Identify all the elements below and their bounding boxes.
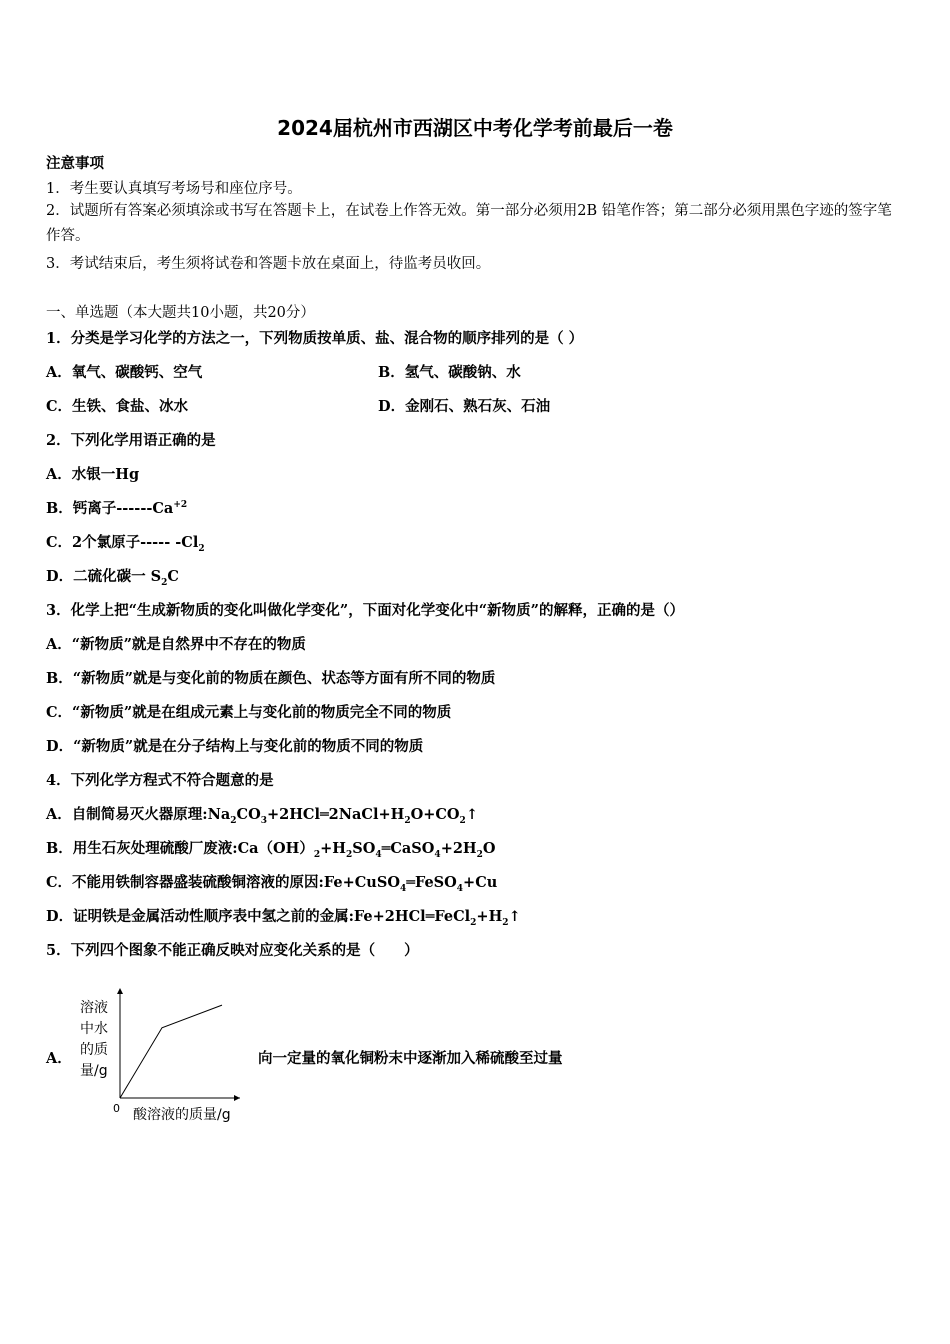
q1-option-a: A．氧气、碳酸钙、空气 [46,364,203,381]
q3-option-b: B．“新物质”就是与变化前的物质在颜色、状态等方面有所不同的物质 [46,670,496,687]
y-label-line-4: 量/g [80,1063,108,1079]
q5-option-a-description: 向一定量的氧化铜粉末中逐渐加入稀硫酸至过量 [258,1050,563,1067]
q4-option-a: A．自制简易灭火器原理$:Na_2CO_3+2HCl═2NaCl+H_2O+CO_2↑$ [46,806,478,826]
q2-option-d: D．二硫化碳一 $S_2C$ [46,568,179,588]
notice-item-1: 1．考生要认真填写考场号和座位序号。 [46,181,302,197]
page-title: 2024届杭州市西湖区中考化学考前最后一卷 [277,116,673,140]
series-line-water-mass [120,1005,222,1098]
q2-option-c: C．2个氯原子----- $-Cl_2$ [46,534,205,554]
section-heading: 一、单选题（本大题共10小题，共20分） [46,305,315,321]
x-axis-arrow [234,1095,240,1101]
q4-option-b: B．用生石灰处理硫酸厂废液$:Ca(OH)_2+H_2SO_4═CaSO_4+2H_2O$ [46,840,496,860]
y-label-line-3: 的质 [80,1042,108,1058]
q5-option-a-label: A． [46,1050,72,1067]
q1-option-c: C．生铁、食盐、冰水 [46,398,189,415]
q1-option-d: D．金刚石、熟石灰、石油 [378,398,551,415]
q5-stem: 5．下列四个图象不能正确反映对应变化关系的是（ ） [46,942,419,959]
notice-item-3: 3．考试结束后，考生须将试卷和答题卡放在桌面上，待监考员收回。 [46,256,491,272]
q2-stem: 2．下列化学用语正确的是 [46,432,216,449]
x-axis-label: 酸溶液的质量/g [133,1107,231,1123]
q4-option-c: C．不能用铁制容器盛装硫酸铜溶液的原因:Fe+CuSO$_4$═FeSO$_4$+Cu [46,874,498,894]
q1-stem: 1．分类是学习化学的方法之一，下列物质按单质、盐、混合物的顺序排列的是（ ） [46,330,584,347]
q3-stem: 3．化学上把“生成新物质的变化叫做化学变化”，下面对化学变化中“新物质”的解释，正确的是（） [46,602,684,619]
q3-option-a: A．“新物质”就是自然界中不存在的物质 [46,636,306,653]
q4-stem: 4．下列化学方程式不符合题意的是 [46,772,274,789]
y-label-line-2: 中水 [80,1021,108,1037]
q2-option-a: A．水银一Hg [46,466,140,483]
notice-heading: 注意事项 [46,155,104,172]
q3-option-d: D．“新物质”就是在分子结构上与变化前的物质不同的物质 [46,738,424,755]
q1-option-b: B．氢气、碳酸钠、水 [378,364,521,381]
y-axis-arrow [117,988,123,994]
q2-option-b: B．钙离子$------Ca^{+2}$ [46,500,188,517]
y-label-line-1: 溶液 [80,1000,108,1016]
q3-option-c: C．“新物质”就是在组成元素上与变化前的物质完全不同的物质 [46,704,452,721]
origin-label: 0 [113,1102,120,1115]
notice-item-2: 2．试题所有答案必须填涂或书写在答题卡上，在试卷上作答无效。第一部分必须用2B 铅笔作答；第二部分必须用黑色字迹的签字笔作答。 [46,203,892,244]
q5-option-a-graph [70,988,270,1128]
q4-option-d: D．证明铁是金属活动性顺序表中氢之前的金属$:Fe+2HCl═FeCl_2+H_2↑$ [46,908,521,928]
